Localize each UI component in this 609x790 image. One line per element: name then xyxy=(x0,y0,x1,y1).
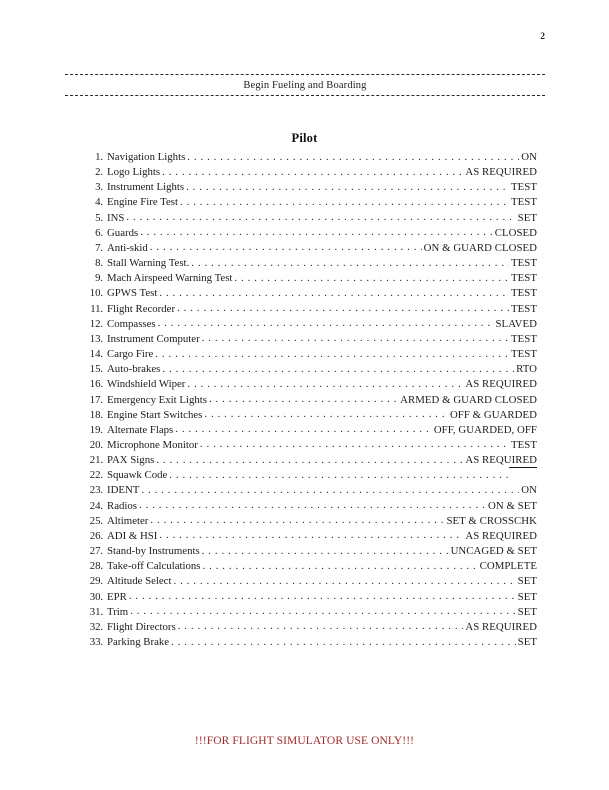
checklist-item-value: SLAVED xyxy=(495,317,537,330)
checklist-item-number: 27. xyxy=(89,545,103,558)
checklist-item-number: 26. xyxy=(89,529,103,542)
checklist-item xyxy=(84,590,537,605)
checklist-item-number: 24. xyxy=(89,499,103,512)
checklist-item-label: Compasses xyxy=(107,317,156,330)
dot-leader xyxy=(186,180,509,195)
checklist-item-label: Altitude Select xyxy=(107,575,172,588)
checklist-item xyxy=(84,514,537,529)
checklist-item-number: 16. xyxy=(89,378,103,391)
checklist-item-value: OFF & GUARDED xyxy=(449,408,537,421)
checklist-item xyxy=(84,499,537,514)
checklist-item-number: 33. xyxy=(89,636,103,648)
checklist-item-value: SET xyxy=(517,605,537,618)
checklist-item xyxy=(84,241,537,256)
checklist-item-label: Trim xyxy=(107,605,129,618)
checklist-item xyxy=(84,271,537,286)
dot-leader xyxy=(139,498,486,513)
checklist-item xyxy=(84,393,537,408)
dot-leader xyxy=(140,225,493,240)
checklist-item-value: TEST xyxy=(511,257,537,270)
checklist-item-label: Radios xyxy=(107,499,137,512)
checklist-item xyxy=(84,150,537,165)
checklist-item-number: 12. xyxy=(89,317,103,330)
checklist-item-value: AS REQUIRED xyxy=(465,454,537,467)
dot-leader xyxy=(141,483,519,498)
checklist-item-value: SET xyxy=(517,590,537,603)
checklist-item xyxy=(84,468,537,483)
checklist-item-number: 17. xyxy=(89,393,103,406)
dot-leader xyxy=(126,210,515,225)
checklist-item-label: Parking Brake xyxy=(107,636,170,648)
checklist-item xyxy=(84,483,537,498)
checklist-item-value: CLOSED xyxy=(494,226,537,239)
checklist-item xyxy=(84,332,537,347)
dot-leader xyxy=(200,437,509,452)
checklist-item xyxy=(84,165,537,180)
checklist-item-value: TEST xyxy=(511,287,537,300)
checklist-item-number: 30. xyxy=(89,590,103,603)
checklist-item-label: Altimeter xyxy=(107,514,149,527)
checklist-item xyxy=(84,347,537,362)
checklist-item-number: 5. xyxy=(95,211,103,224)
checklist-item-number: 10. xyxy=(89,287,103,300)
checklist-item-label: INS xyxy=(107,211,125,224)
checklist-item-value: ON xyxy=(521,151,537,163)
dot-leader xyxy=(175,422,432,437)
checklist-item-label: Microphone Monitor xyxy=(107,438,198,451)
checklist-item-label: Engine Start Switches xyxy=(107,408,203,421)
checklist-item-value: TEST xyxy=(511,438,537,451)
dot-leader xyxy=(173,574,515,589)
dot-leader xyxy=(204,407,448,422)
checklist-item-value: ARMED & GUARD CLOSED xyxy=(400,393,537,406)
checklist-item-value: UNCAGED & SET xyxy=(450,545,537,558)
dot-leader xyxy=(129,589,516,604)
dot-leader xyxy=(177,301,509,316)
checklist-item xyxy=(84,438,537,453)
checklist-item-value: COMPLETE xyxy=(479,560,537,573)
checklist-item-value: SET & CROSSCHK xyxy=(446,514,537,527)
dot-leader xyxy=(155,347,509,362)
checklist-item-number: 32. xyxy=(89,620,103,633)
checklist-item-value: ON xyxy=(521,484,537,497)
page-number: 2 xyxy=(540,32,545,42)
checklist xyxy=(84,150,537,650)
checklist-item xyxy=(84,286,537,301)
checklist-item-label: Engine Fire Test xyxy=(107,196,179,209)
dot-leader xyxy=(159,528,463,543)
checklist-item-label: GPWS Test xyxy=(107,287,158,300)
checklist-item xyxy=(84,529,537,544)
checklist-item-label: PAX Signs xyxy=(107,454,155,467)
checklist-item-number: 11. xyxy=(90,302,103,315)
checklist-item-label: Windshield Wiper xyxy=(107,378,186,391)
checklist-item-value: ON & SET xyxy=(488,499,537,512)
checklist-item-label: Flight Directors xyxy=(107,620,176,633)
checklist-item-value: TEST xyxy=(511,272,537,285)
checklist-item xyxy=(84,559,537,574)
checklist-item-value: TEST xyxy=(511,181,537,194)
dot-leader xyxy=(178,619,464,634)
dot-leader xyxy=(202,331,509,346)
checklist-item xyxy=(84,256,537,271)
checklist-item-number: 28. xyxy=(89,560,103,573)
checklist-item-value: ON & GUARD CLOSED xyxy=(423,241,537,254)
checklist-item-label: IDENT xyxy=(107,484,140,497)
checklist-item xyxy=(84,377,537,392)
checklist-item-number: 29. xyxy=(89,575,103,588)
checklist-item-value: AS REQUIRED xyxy=(465,166,537,179)
checklist-item-number: 9. xyxy=(95,272,103,285)
checklist-item-value: SET xyxy=(517,575,537,588)
header-title: Begin Fueling and Boarding xyxy=(243,80,367,91)
checklist-item-label: Instrument Lights xyxy=(107,181,185,194)
checklist-item xyxy=(84,317,537,332)
checklist-item-label: Anti-skid xyxy=(107,241,148,254)
checklist-item-number: 19. xyxy=(89,423,103,436)
dot-leader xyxy=(191,256,509,271)
checklist-item-value: OFF, GUARDED, OFF xyxy=(433,423,537,436)
checklist-item-number: 15. xyxy=(89,363,103,376)
checklist-item-label: Squawk Code xyxy=(107,469,168,482)
dot-leader xyxy=(156,453,463,468)
checklist-item-value: AS REQUIRED xyxy=(465,378,537,391)
checklist-item-number: 8. xyxy=(95,257,103,270)
dot-leader xyxy=(187,150,519,165)
dot-leader xyxy=(169,468,509,483)
checklist-item xyxy=(84,408,537,423)
checklist-item xyxy=(84,620,537,635)
dot-leader xyxy=(162,362,514,377)
checklist-item-number: 13. xyxy=(89,332,103,345)
checklist-item-number: 7. xyxy=(95,241,103,254)
checklist-item xyxy=(84,605,537,620)
dot-leader xyxy=(158,316,494,331)
checklist-item-value: AS REQUIRED xyxy=(465,620,537,633)
checklist-item-label: Take-off Calculations xyxy=(107,560,201,573)
checklist-item-label: Flight Recorder xyxy=(107,302,176,315)
checklist-item-label: Instrument Computer xyxy=(107,332,200,345)
checklist-item-label: Auto-brakes xyxy=(107,363,161,376)
checklist-item-number: 31. xyxy=(89,605,103,618)
dot-leader xyxy=(180,195,509,210)
checklist-item-value: SET xyxy=(517,211,537,224)
checklist-item-value: TEST xyxy=(511,332,537,345)
checklist-item-blank-field[interactable] xyxy=(509,467,537,476)
checklist-item xyxy=(84,226,537,241)
checklist-item-number: 1. xyxy=(95,151,103,163)
checklist-item-label: Guards xyxy=(107,226,139,239)
checklist-item-value: AS REQUIRED xyxy=(465,529,537,542)
dot-leader xyxy=(150,513,444,528)
checklist-item xyxy=(84,423,537,438)
checklist-item-label: ADI & HSI xyxy=(107,529,158,542)
checklist-item xyxy=(84,302,537,317)
checklist-item-label: Stall Warning Test. xyxy=(107,257,190,270)
dot-leader xyxy=(150,240,422,255)
checklist-item-number: 20. xyxy=(89,438,103,451)
checklist-item-value: TEST xyxy=(511,348,537,361)
dot-leader xyxy=(159,286,509,301)
checklist-item-value: TEST xyxy=(511,196,537,209)
dot-leader xyxy=(162,165,463,180)
checklist-item-label: Logo Lights xyxy=(107,166,161,179)
checklist-item-label: Cargo Fire xyxy=(107,348,154,361)
dot-leader xyxy=(203,559,478,574)
checklist-item xyxy=(84,544,537,559)
checklist-item-number: 18. xyxy=(89,408,103,421)
checklist-item-number: 6. xyxy=(95,226,103,239)
checklist-item-label: Mach Airspeed Warning Test xyxy=(107,272,233,285)
checklist-item-label: Emergency Exit Lights xyxy=(107,393,207,406)
checklist-item-value: RTO xyxy=(516,363,537,376)
header-rule-bottom xyxy=(65,95,545,96)
checklist-item-value: TEST xyxy=(511,302,537,315)
checklist-item-label: Stand-by Instruments xyxy=(107,545,200,558)
checklist-item-label: EPR xyxy=(107,590,127,603)
checklist-item-number: 25. xyxy=(89,514,103,527)
section-heading: Pilot xyxy=(291,131,318,145)
checklist-item-number: 21. xyxy=(89,454,103,467)
checklist-item-number: 23. xyxy=(89,484,103,497)
checklist-item-label: Navigation Lights xyxy=(107,151,186,163)
dot-leader xyxy=(209,392,398,407)
checklist-item-label: Alternate Flaps xyxy=(107,423,174,436)
checklist-item xyxy=(84,211,537,226)
checklist-item-value: SET xyxy=(517,636,537,648)
dot-leader xyxy=(234,271,509,286)
footer-disclaimer: !!!FOR FLIGHT SIMULATOR USE ONLY!!! xyxy=(194,735,415,747)
checklist-item-number: 14. xyxy=(89,348,103,361)
checklist-item-number: 22. xyxy=(89,469,103,482)
checklist-item-number: 3. xyxy=(95,181,103,194)
checklist-item xyxy=(84,453,537,468)
checklist-item-number: 4. xyxy=(95,196,103,209)
checklist-item xyxy=(84,635,537,650)
section-header-block xyxy=(65,74,545,96)
dot-leader xyxy=(187,377,463,392)
checklist-item xyxy=(84,195,537,210)
dot-leader xyxy=(130,604,515,619)
checklist-item-number: 2. xyxy=(95,166,103,179)
dot-leader xyxy=(171,635,516,650)
checklist-item xyxy=(84,362,537,377)
checklist-item xyxy=(84,180,537,195)
dot-leader xyxy=(202,544,449,559)
checklist-item xyxy=(84,574,537,589)
